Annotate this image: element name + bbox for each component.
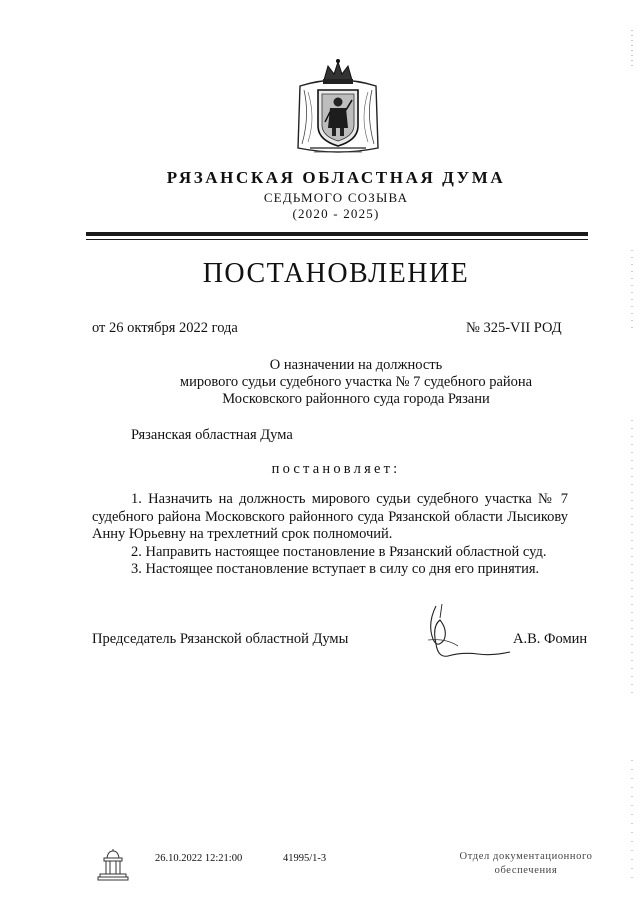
resolution-item: 2. Направить настоящее постановление в Рязанский областной суд. [131, 543, 547, 560]
duma-building-icon [96, 848, 130, 882]
convocation-years: (2020 - 2025) [292, 206, 380, 221]
subject-line: О назначении на должность [269, 357, 443, 373]
header-divider-thick [86, 232, 588, 236]
subject-line: Московского районного суда города Рязани [222, 391, 490, 407]
resolution-items [92, 491, 568, 579]
document-number: № 325-VII РОД [466, 320, 562, 336]
stamp-line: обеспечения [494, 865, 558, 876]
document-type-title: ПОСТАНОВЛЕНИЕ [202, 258, 470, 289]
organization-name: РЯЗАНСКАЯ ОБЛАСТНАЯ ДУМА [166, 168, 506, 187]
subject-line: мирового судьи судебного участка № 7 судебного района [179, 374, 533, 390]
decides-heading: постановляет: [271, 461, 401, 477]
coat-of-arms-icon [290, 56, 386, 160]
stamp-line: Отдел документационного [459, 851, 593, 862]
scan-edge-marks [626, 0, 638, 905]
signatory-title: Председатель Рязанской областной Думы [92, 631, 349, 647]
issuer-name: Рязанская областная Дума [131, 427, 293, 443]
resolution-item: 3. Настоящее постановление вступает в силу со дня его принятия. [131, 561, 540, 577]
registration-number: 41995/1-3 [283, 853, 327, 864]
signatory-name: А.В. Фомин [513, 631, 588, 647]
header-divider-thin [86, 239, 588, 240]
convocation-label: СЕДЬМОГО СОЗЫВА [263, 190, 409, 205]
document-date: от 26 октября 2022 года [92, 320, 238, 336]
registration-datetime: 26.10.2022 12:21:00 [155, 853, 243, 864]
department-stamp [446, 850, 606, 878]
resolution-item: 1. Назначить на должность мирового судьи судебного участка № 7 судебного района Московского районного суда Рязанской области Лысикову Анну Юрьевну на трехлетний срок полномочий. [92, 491, 568, 542]
document-subject [0, 357, 640, 408]
handwritten-signature [418, 600, 514, 664]
